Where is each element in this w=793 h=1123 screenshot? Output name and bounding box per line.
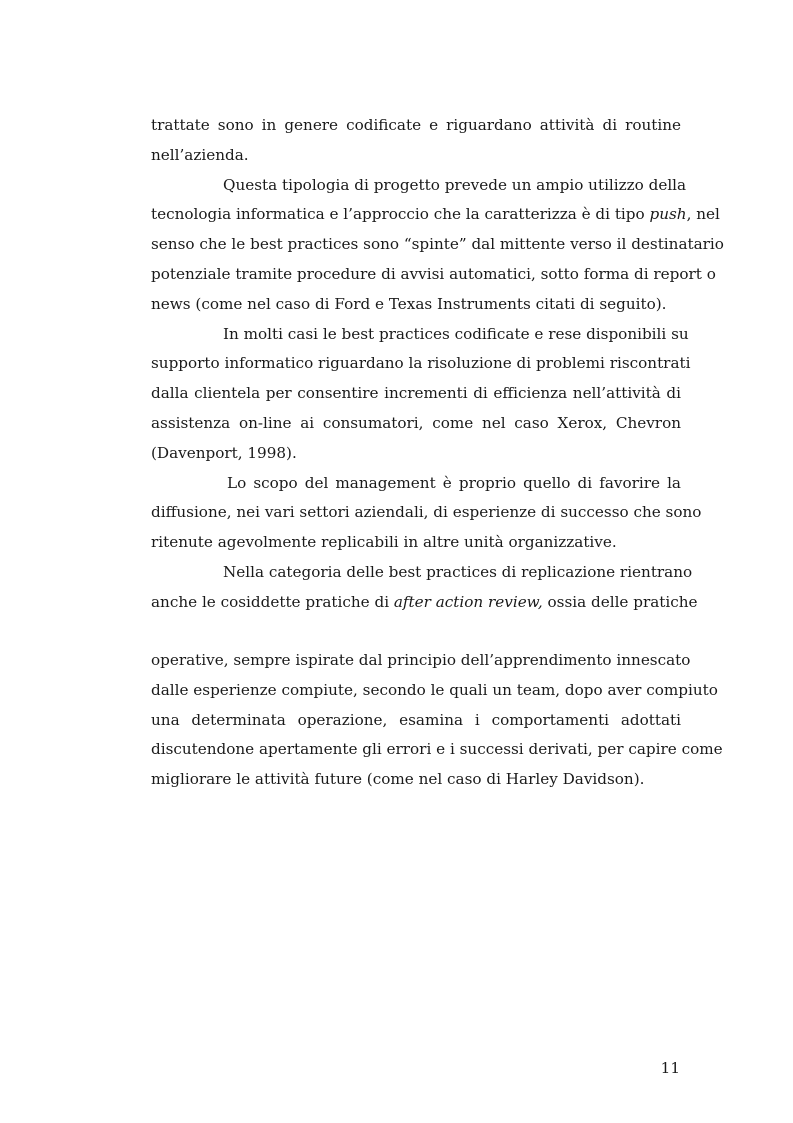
paragraph-line: nell’azienda. xyxy=(151,145,249,164)
paragraph-line: una determinata operazione, esamina i comportamenti adottati xyxy=(151,710,681,729)
paragraph-line: discutendone apertamente gli errori e i successi derivati, per capire come xyxy=(151,740,723,759)
paragraph-line: Lo scopo del management è proprio quello di favorire la xyxy=(227,473,681,492)
paragraph-line: ritenute agevolmente replicabili in altre unità organizzative. xyxy=(151,533,617,552)
paragraph-line: (Davenport, 1998). xyxy=(151,443,297,462)
paragraph-line: tecnologia informatica e l’approccio che la caratterizza è di tipo push, nel xyxy=(151,205,720,224)
italic-term: after action review, xyxy=(393,592,543,611)
paragraph-line: dalla clientela per consentire incrementi di efficienza nell’attività di xyxy=(151,384,681,403)
paragraph-line: anche le cosiddette pratiche di after action review, ossia delle pratiche xyxy=(151,592,698,611)
main-text-block xyxy=(151,111,724,618)
paragraph-line: Questa tipologia di progetto prevede un ampio utilizzo della xyxy=(223,175,687,194)
paragraph-line: trattate sono in genere codificate e riguardano attività di routine xyxy=(151,116,681,134)
italic-term: push xyxy=(649,205,687,224)
paragraph-line: supporto informatico riguardano la risoluzione di problemi riscontrati xyxy=(151,354,691,373)
paragraph-line: migliorare le attività future (come nel caso di Harley Davidson). xyxy=(151,770,645,789)
paragraph-line: Nella categoria delle best practices di replicazione rientrano xyxy=(223,562,693,581)
page-number: 11 xyxy=(660,1059,680,1077)
paragraph-line: news (come nel caso di Ford e Texas Instruments citati di seguito). xyxy=(151,294,667,313)
paragraph-line: operative, sempre ispirate dal principio dell’apprendimento innescato xyxy=(151,651,691,669)
paragraph-line: dalle esperienze compiute, secondo le quali un team, dopo aver compiuto xyxy=(151,680,718,699)
paragraph-line: potenziale tramite procedure di avvisi automatici, sotto forma di report o xyxy=(151,264,716,283)
continued-text-block xyxy=(151,646,723,795)
paragraph-line: assistenza on-line ai consumatori, come nel caso Xerox, Chevron xyxy=(151,413,681,432)
paragraph-line: senso che le best practices sono “spinte” dal mittente verso il destinatario xyxy=(151,235,724,254)
paragraph-line: diffusione, nei vari settori aziendali, di esperienze di successo che sono xyxy=(151,503,702,522)
paragraph-line: In molti casi le best practices codificate e rese disponibili su xyxy=(223,324,689,343)
